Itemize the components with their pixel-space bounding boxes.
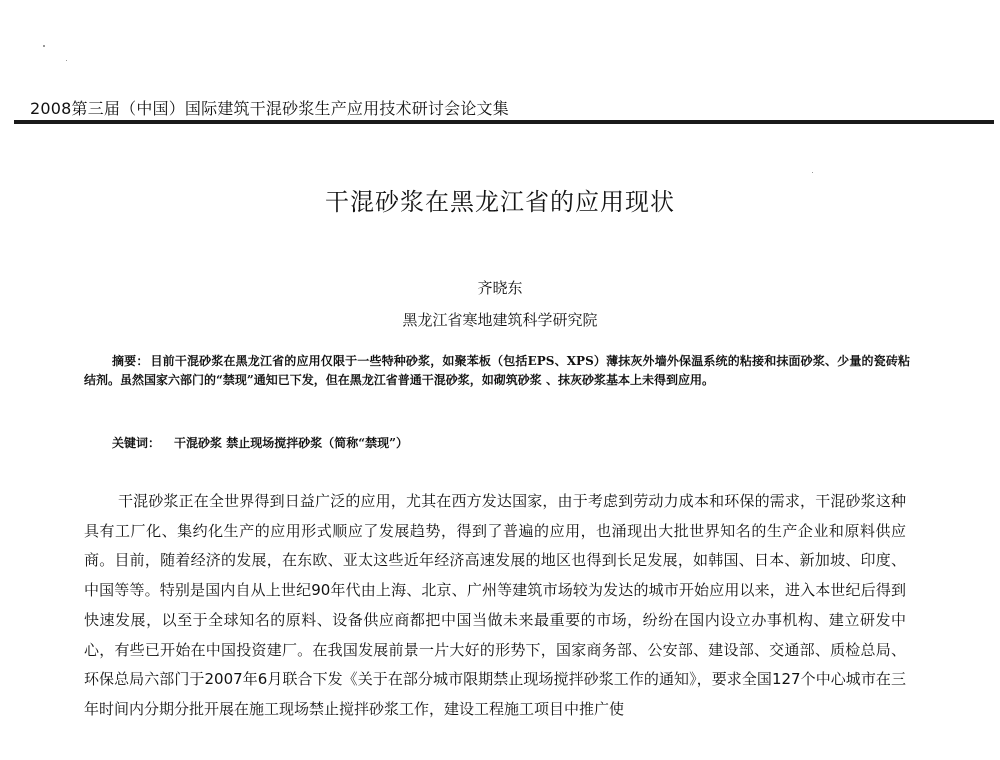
scan-speck (43, 45, 45, 47)
abstract-label: 摘要： (112, 354, 149, 368)
author-affiliation: 黑龙江省寒地建筑科学研究院 (402, 311, 598, 329)
keywords (112, 434, 408, 451)
scan-speck (812, 172, 813, 173)
body-paragraph: 干混砂浆正在全世界得到日益广泛的应用，尤其在西方发达国家，由于考虑到劳动力成本和环保的需求，干混砂浆这种具有工厂化、集约化生产的应用形式顺应了发展趋势，得到了普遍的应用，也涌现出大批世界知名的生产企业和原料供应商。目前，随着经济的发展，在东欧、亚太这些近年经济高速发展的地区也得到长足发展，如韩国、日本、新加坡、印度、中国等等。特别是国内自从上世纪90年代由上海、北京、广州等建筑市场较为发达的城市开始应用以来，进入本世纪后得到快速发展，以至于全球知名的原料、设备供应商都把中国当做未来最重要的市场，纷纷在国内设立办事机构、建立研发中心，有些已开始在中国投资建厂。在我国发展前景一片大好的形势下，国家商务部、公安部、建设部、交通部、质检总局、环保总局六部门于2007年6月联合下发《关于在部分城市限期禁止现场搅拌砂浆工作的通知》，要求全国127个中心城市在三年时间内分期分批开展在施工现场禁止搅拌砂浆工作，建设工程施工项目中推广使 (84, 492, 906, 718)
keywords-label: 关键词： (112, 436, 161, 450)
scan-speck (66, 60, 67, 61)
abstract (84, 352, 910, 390)
running-header: 2008第三届（中国）国际建筑干混砂浆生产应用技术研讨会论文集 (30, 99, 509, 118)
paper-title: 干混砂浆在黑龙江省的应用现状 (325, 188, 675, 216)
abstract-text: 目前干混砂浆在黑龙江省的应用仅限于一些特种砂浆，如聚苯板（包括EPS、XPS）薄抹灰外墙外保温系统的粘接和抹面砂浆、少量的瓷砖粘结剂。虽然国家六部门的“禁现”通知已下发，但在黑龙江省普通干混砂浆，如砌筑砂浆 、抹灰砂浆基本上未得到应用。 (84, 354, 910, 387)
keywords-text: 干混砂浆 禁止现场搅拌砂浆（简称“禁现”） (174, 436, 408, 450)
header-rule (14, 120, 994, 124)
author-name: 齐晓东 (477, 279, 523, 297)
